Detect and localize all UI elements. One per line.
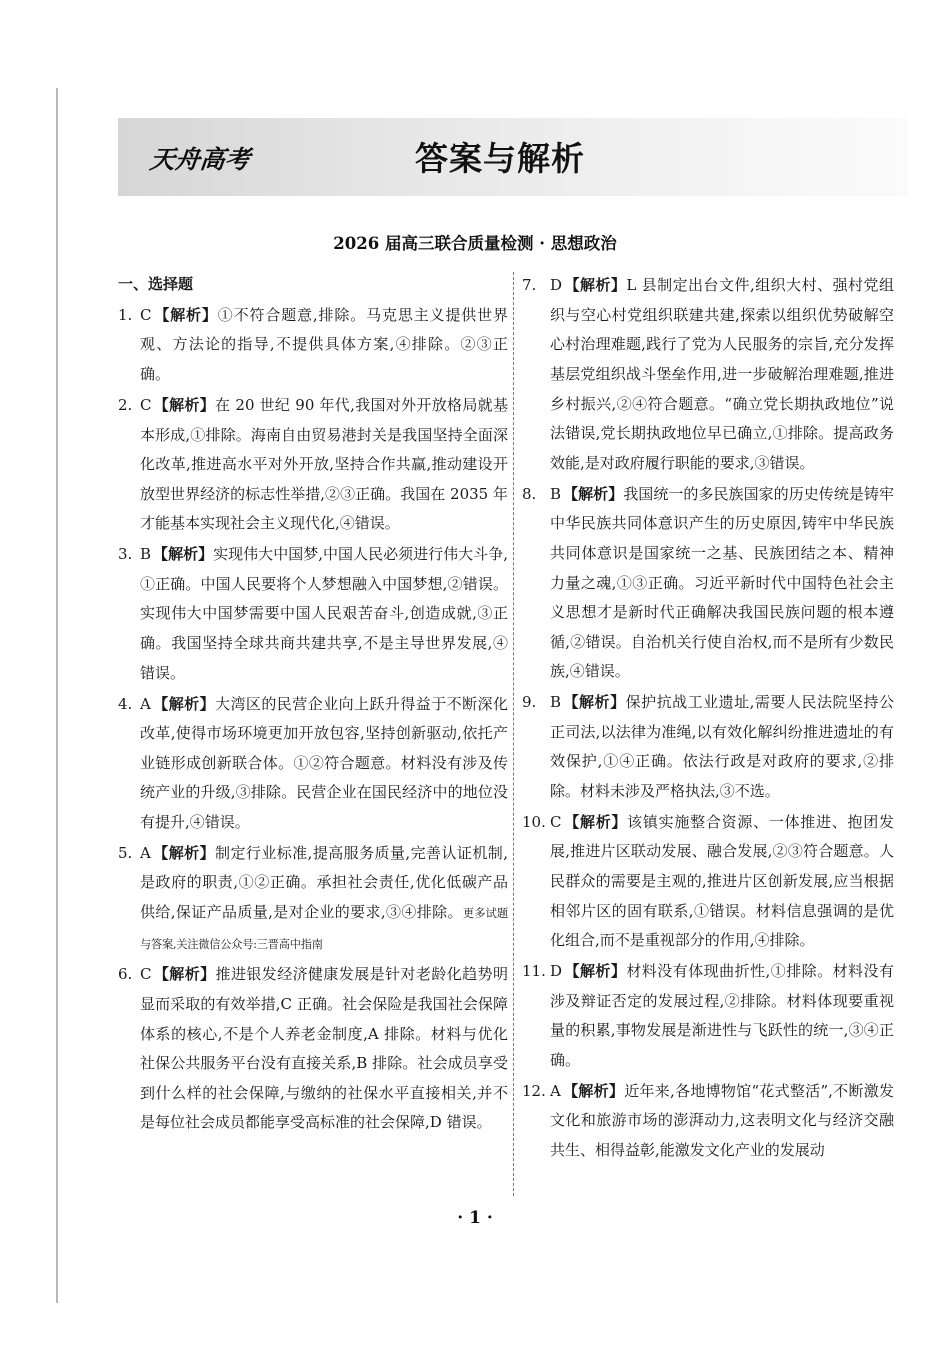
answer-item xyxy=(118,391,508,539)
explanation-text: 实现伟大中国梦,中国人民必须进行伟大斗争,①正确。中国人民要将个人梦想融入中国梦想,②错误。实现伟大中国梦需要中国人民艰苦奋斗,创造成就,③正确。我国坚持全球共商共建共享,不是主导世界发展,④错误。 xyxy=(140,545,508,682)
question-number: 7. xyxy=(522,276,537,295)
answer-letter: C xyxy=(550,812,562,831)
explanation-text: 在 20 世纪 90 年代,我国对外开放格局就基本形成,①排除。海南自由贸易港封关是我国坚持全面深化改革,推进高水平对外开放,坚持合作共赢,推动建设开放型世界经济的标志性举措,②③正确。我国在 2035 年才能基本实现社会主义现代化,④错误。 xyxy=(140,395,508,533)
answer-letter: A xyxy=(550,1081,561,1100)
question-number: 1. xyxy=(118,305,133,324)
analysis-tag: 【解析】 xyxy=(563,812,628,831)
explanation-text: 大湾区的民营企业向上跃升得益于不断深化改革,使得市场环境更加开放包容,坚持创新驱动,依托产业链形成创新联合体。①②符合题意。材料没有涉及传统产业的升级,③排除。民营企业在国民经济中的地位没有提升,④错误。 xyxy=(140,694,508,831)
answer-item xyxy=(118,960,508,1138)
answer-item xyxy=(522,480,894,687)
analysis-tag: 【解析】 xyxy=(153,545,214,564)
answer-letter: B xyxy=(140,545,152,564)
analysis-tag: 【解析】 xyxy=(153,395,216,414)
promo-note: 更多试题与答案,关注微信公众号:三晋高中指南 xyxy=(140,906,508,951)
answer-item xyxy=(522,1077,894,1166)
answer-letter: B xyxy=(550,693,562,712)
section-title: 一、选择题 xyxy=(118,275,194,293)
answer-item xyxy=(118,839,508,959)
question-number: 8. xyxy=(522,484,537,503)
analysis-tag: 【解析】 xyxy=(152,843,216,862)
analysis-tag: 【解析】 xyxy=(564,962,627,981)
right-column xyxy=(522,270,894,1166)
explanation-text: 制定行业标准,提高服务质量,完善认证机制,是政府的职责,①②正确。承担社会责任,优化低碳产品供给,保证产品质量,是对企业的要求,③④排除。 xyxy=(140,843,508,921)
explanation-text: 材料没有体现曲折性,①排除。材料没有涉及辩证否定的发展过程,②排除。材料体现要重视量的积累,事物发展是渐进性与飞跃性的统一,③④正确。 xyxy=(550,962,894,1069)
answer-letter: D xyxy=(550,276,563,295)
page-number: · 1 · xyxy=(457,1208,493,1228)
explanation-text: 近年来,各地博物馆“花式整活”,不断激发文化和旅游市场的澎湃动力,这表明文化与经济交融共生、相得益彰,能激发文化产业的发展动 xyxy=(550,1081,894,1159)
answer-letter: A xyxy=(140,694,151,713)
answer-item xyxy=(118,690,508,838)
analysis-tag: 【解析】 xyxy=(563,693,626,712)
question-number: 10. xyxy=(522,812,546,831)
answer-item xyxy=(118,301,508,390)
analysis-tag: 【解析】 xyxy=(564,276,627,295)
answer-item xyxy=(522,957,894,1075)
explanation-text: ①不符合题意,排除。马克思主义提供世界观、方法论的指导,不提供具体方案,④排除。②③正确。 xyxy=(140,305,508,384)
answer-letter: D xyxy=(550,962,563,981)
answer-item xyxy=(522,688,894,806)
analysis-tag: 【解析】 xyxy=(152,694,216,713)
answer-item xyxy=(118,540,508,688)
answer-item xyxy=(522,271,894,478)
document-heading: 答案与解析 xyxy=(415,139,585,178)
analysis-tag: 【解析】 xyxy=(153,305,218,324)
analysis-tag: 【解析】 xyxy=(563,484,624,503)
left-column xyxy=(118,270,508,1138)
answer-letter: B xyxy=(550,484,562,503)
answer-letter: A xyxy=(140,843,151,862)
exam-subtitle: 2026 届高三联合质量检测 · 思想政治 xyxy=(333,234,617,253)
answer-letter: C xyxy=(140,305,152,324)
question-number: 5. xyxy=(118,843,133,862)
question-number: 3. xyxy=(118,545,133,564)
analysis-tag: 【解析】 xyxy=(562,1081,625,1100)
question-number: 9. xyxy=(522,693,537,712)
answer-letter: C xyxy=(140,965,152,984)
page-margin-rule xyxy=(56,88,58,1303)
explanation-text: 该镇实施整合资源、一体推进、抱团发展,推进片区联动发展、融合发展,②③符合题意。人民群众的需要是主观的,推进片区创新发展,应当根据相邻片区的固有联系,①错误。材料信息强调的是优化组合,而不是重视部分的作用,④排除。 xyxy=(550,812,894,950)
explanation-text: L 县制定出台文件,组织大村、强村党组织与空心村党组织联建共建,探索以组织优势破解空心村治理难题,践行了党为人民服务的宗旨,充分发挥基层党组织战斗堡垒作用,进一步破解治理难题,推进乡村振兴,②④符合题意。“确立党长期执政地位”说法错误,党长期执政地位早已确立,①排除。提高政务效能,是对政府履行职能的要求,③错误。 xyxy=(550,276,894,472)
question-number: 2. xyxy=(118,395,133,414)
explanation-text: 保护抗战工业遗址,需要人民法院坚持公正司法,以法律为准绳,以有效化解纠纷推进遗址的有效保护,①④正确。依法行政是对政府的要求,②排除。材料未涉及严格执法,③不选。 xyxy=(550,693,894,800)
column-divider xyxy=(513,272,514,1196)
answer-letter: C xyxy=(140,395,152,414)
question-number: 4. xyxy=(118,694,133,713)
explanation-text: 推进银发经济健康发展是针对老龄化趋势明显而采取的有效举措,C 正确。社会保险是我国社会保障体系的核心,不是个人养老金制度,A 排除。材料与优化社保公共服务平台没有直接关系,B 排除。社会成员享受到什么样的社会保障,与缴纳的社保水平直接相关,并不是每位社会成员都能享受高标准的社会保障,D 错误。 xyxy=(140,965,508,1132)
answer-item xyxy=(522,808,894,956)
question-number: 11. xyxy=(522,962,546,981)
analysis-tag: 【解析】 xyxy=(153,965,216,984)
question-number: 12. xyxy=(522,1081,546,1100)
brand-logo: 天舟高考 xyxy=(148,145,252,174)
question-number: 6. xyxy=(118,965,133,984)
explanation-text: 我国统一的多民族国家的历史传统是铸牢中华民族共同体意识产生的历史原因,铸牢中华民族共同体意识是国家统一之基、民族团结之本、精神力量之魂,①③正确。习近平新时代中国特色社会主义思想才是新时代正确解决我国民族问题的根本遵循,②错误。自治机关行使自治权,而不是所有少数民族,④错误。 xyxy=(550,484,894,681)
